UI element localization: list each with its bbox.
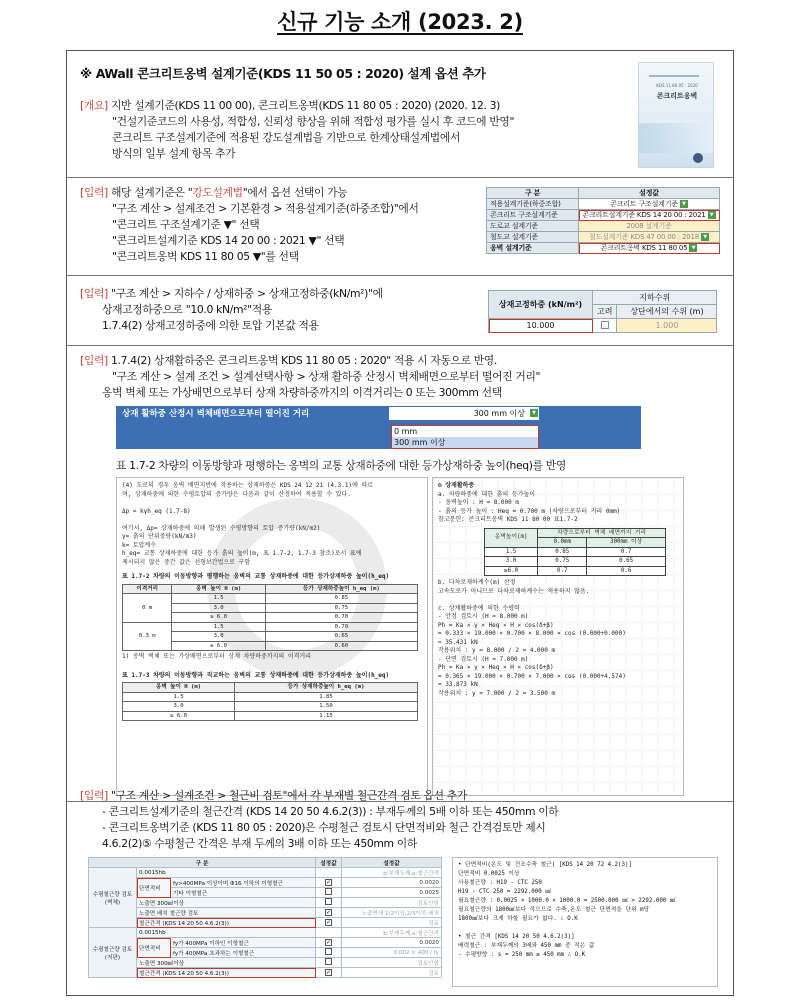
option-checkbox[interactable] xyxy=(325,888,332,895)
col-header: 상단에서의 수위 (m) xyxy=(617,305,717,319)
row-label: 기타 이형철근 xyxy=(171,888,316,898)
calc-line: - 옹벽높이 : H = 8.000 m xyxy=(438,499,519,506)
kds-book-cover-image xyxy=(638,62,714,168)
rebar-spacing-text xyxy=(80,788,558,852)
option-checkbox[interactable]: ✓ xyxy=(326,909,332,916)
calc-line: 단면적비 0.0025 이상 xyxy=(458,871,520,877)
ref-line xyxy=(122,516,422,525)
calc-line: 참고문헌: 콘크리트옹벽 KDS 11 80 00 표1.7-2 xyxy=(438,516,578,523)
group-label: 수평철근량 검토 (벽체) xyxy=(89,868,137,928)
row-value: 검토 xyxy=(342,968,442,978)
calc-line: • 철근 간격 [KDS 14 20 50 4.6.2(3)] xyxy=(458,934,575,940)
calc-line: = 33.873 kN xyxy=(438,681,478,688)
calc-line: b. 다차로재하계수(m) 산정 xyxy=(438,579,516,586)
overview-text xyxy=(80,98,514,162)
calc-line: 고속도로가 아니므로 다차로재하계수는 적용하지 않음. xyxy=(438,587,590,595)
text-span: "구조 계산 > 지하수 / 상재하중 > 상재고정하중(kN/m²)"에 xyxy=(107,287,383,300)
row-label: 노출면 300㎟이상 xyxy=(137,958,316,968)
text-span: "구조 계산 > 설계조건 > 철근비 검토"에서 각 부재별 철근간격 검토 옵션 추가 xyxy=(107,789,467,802)
highlight-text: 강도설계법 xyxy=(192,186,243,199)
text-span: 1.7.4(2) 상재활하중은 콘크리트옹벽 KDS 11 80 05 : 2020" 적용 시 자동으로 반영. xyxy=(107,354,497,367)
row-label: 단면적비 xyxy=(137,878,171,898)
row-value: b:부재두께,a:철근간격 xyxy=(342,868,442,878)
calc-line: = 35.431 kN xyxy=(438,638,478,646)
chevron-down-icon[interactable]: ▼ xyxy=(701,233,709,241)
calc-line: - 흙의 등가 높이 : Heq = 0.700 m (차량으로부터 거리 0mm) xyxy=(438,507,621,515)
calc-heading: ⊙ 상재활하중 xyxy=(438,482,475,489)
calc-line: 필요철근량 : 0.0025 × 1000.0 × 1000.0 = 2500.000 ㎟ > 2292.000 ㎟ xyxy=(458,898,676,904)
calc-line xyxy=(438,596,678,605)
option-checkbox[interactable]: ✓ xyxy=(326,879,332,886)
ref-line: k= 토압계수 xyxy=(122,541,157,549)
chevron-down-icon[interactable]: ▼ xyxy=(689,244,697,252)
calc-line: 사용철근량 : H19 - CTC 250 xyxy=(458,880,542,886)
row-value[interactable]: 0.0020 xyxy=(342,878,442,888)
feature-title: ※ AWall 콘크리트옹벽 설계기준(KDS 11 50 05 : 2020) 설계 옵션 추가 xyxy=(80,66,486,81)
calc-line: • 단면적비(온도 및 건조수축 철근) [KDS 14 20 72 4.2(3)] xyxy=(458,862,633,868)
instruction-line: - 콘크리트설계기준의 철근간격 (KDS 14 20 50 4.6.2(3)) : 부재두께의 5배 이하 또는 450mm 이하 xyxy=(102,805,559,818)
instruction-line: "구조 계산 > 설계조건 > 기본환경 > 적용설계기준(하중조합)"에서 xyxy=(112,202,419,215)
ref-table-caption: 표 1.7-2 차량의 이동방향과 평행하는 옹벽의 교통 상재하중에 대한 등가상재하중 높이(h_eq) xyxy=(122,573,390,580)
text-span: "에서 옵션 선택이 가능 xyxy=(242,186,348,199)
water-depth-input[interactable]: 1.000 xyxy=(617,319,717,333)
design-standard-table xyxy=(486,187,720,254)
instruction-line: - 콘크리트옹벽기준 (KDS 11 80 05 : 2020)은 수평철근 검토시 단면적비와 철근 간격검토만 제시 xyxy=(102,821,546,834)
instruction-line: "콘크리트옹벽 KDS 11 80 05 ▼"를 선택 xyxy=(112,250,299,263)
input-tag: [입력] xyxy=(80,789,108,802)
row-value: 검토안함 xyxy=(342,898,442,908)
calc-line: - 수평방향 : s = 250 mm ≤ 450 mm ∴ O.K xyxy=(458,952,586,958)
text-span: 해당 설계기준은 " xyxy=(107,186,193,199)
chevron-down-icon[interactable]: ▼ xyxy=(530,409,538,417)
overview-tag: [개요] xyxy=(80,99,108,112)
standard-select[interactable]: 콘크리트 구조설계기준 ▼ xyxy=(579,199,720,210)
distance-dropdown-list xyxy=(391,425,539,449)
dropdown-option[interactable]: 300 mm 이상 xyxy=(392,437,538,448)
surcharge-live-text xyxy=(80,353,540,401)
calc-line: - 안정 검토시 (H = 8.000 m) xyxy=(438,613,529,620)
calc-line: = 0.365 × 19.000 × 0.700 × 7.000 × cos (0.000+4.574) xyxy=(438,672,626,680)
col-header: 구 분 xyxy=(487,188,579,199)
col-header: 상재고정하중 (kN/m²) xyxy=(489,291,593,319)
spacing-check-checkbox[interactable]: ✓ xyxy=(326,969,332,976)
rail-bridge-select[interactable]: 철도설계기준 KDS 47 00 00 : 2018 ▼ xyxy=(579,232,720,243)
row-label: fy>400MPa 이상이며 Φ16 이하의 이형철근 xyxy=(171,878,316,888)
input-tag: [입력] xyxy=(80,287,108,300)
dropdown-option[interactable]: 0 mm xyxy=(394,427,418,436)
ref-table-perpendicular: 옹벽 높이 H (m) 등가 상재하중높이 h_eq (m) 1.5 1.85 3.0 1.50 ≥ 6.0 1.15 xyxy=(122,682,418,721)
ref-line: 여기서, Δp= 상재하중에 의해 발생된 수평방향의 토압 증가량(kN/m2) xyxy=(122,524,321,532)
book-title: 콘크리트옹벽 xyxy=(656,92,698,100)
surcharge-dead-text xyxy=(80,286,383,334)
distance-option-bar xyxy=(116,406,641,421)
calc-line: H19 - CTC 250 = 2292.000 ㎟ xyxy=(458,889,552,895)
calc-line: 작용위치 : y = 7.000 / 2 = 3.500 m xyxy=(438,689,556,697)
col-header: 구 분 xyxy=(89,858,316,868)
surcharge-load-input[interactable]: 10.000 xyxy=(489,319,593,333)
calc-line: 1800㎟보다 크게 하할 필요가 없다. ∴ O.K xyxy=(458,916,578,922)
ref-line: h_eq= 교통 상재하중에 대한 등가 흙의 높이(m, 표 1.7-2, 1.7-3 참조)로서 표에 xyxy=(122,550,362,557)
road-bridge-value: 2008 설계기준 xyxy=(579,221,720,232)
row-label: fy가 400MPa 이하인 이형철근 xyxy=(171,938,316,948)
row-label: 옹벽 설계기준 xyxy=(487,243,579,254)
ref-line: 제시되지 않은 중간 값은 선형보간법으로 구함 xyxy=(122,558,251,566)
overview-line: 콘크리트 구조설계기준에 적용된 강도설계법을 기반으로 한계상태설계법에서 xyxy=(112,131,461,144)
ref-line xyxy=(122,499,422,508)
calc-line: a. 차량하중에 대한 흙의 등가높이 xyxy=(438,490,536,498)
row-label: 철도교 설계기준 xyxy=(487,232,579,243)
ref-table-caption: 표 1.7-3 차량의 이동방향과 직교하는 옹벽의 교통 상재하중에 대한 등가상재하중 높이(h_eq) xyxy=(122,671,390,679)
ref-note: 1) 옹벽 벽체 또는 가상배면으로부터 상재 차량하중까지의 이격거리 xyxy=(122,653,312,660)
row-label: fy가 400MPa 초과하는 이형철근 xyxy=(171,948,316,958)
calc-heq-table: 옹벽높이(m) 차량으로부터 벽체 배면까지 거리 0.0mm 300mm 이상 1.5 0.85 0.7 3.0 0.75 0.65 ≥6.0 0.7 0.6 xyxy=(484,528,666,577)
overview-line: 지반 설계기준(KDS 11 00 00), 콘크리트옹벽(KDS 11 80 05 : 2020) (2020. 12. 3) xyxy=(107,99,501,112)
seal-icon xyxy=(693,153,703,163)
distance-option-label: 상재 활하중 산정시 벽체배면으로부터 떨어진 거리 xyxy=(122,409,310,419)
overview-line: 방식의 일부 설계 항목 추가 xyxy=(112,147,236,160)
row-value[interactable]: 0.0020 xyxy=(342,938,442,948)
ref-table-parallel: 이격거리 옹벽 높이 H (m) 등가 상재하중높이 h_eq (m) 0 m 1.5 0.85 3.0 0.75 ≥ 6.0 0.70 0.3 m 1.5 0.70 3.0 0.65 ≥ 6.0 0.60 xyxy=(122,584,418,652)
surcharge-table xyxy=(488,290,717,333)
option-checkbox[interactable] xyxy=(325,958,332,965)
groundwater-checkbox[interactable] xyxy=(601,321,609,329)
dropdown-backdrop xyxy=(116,421,641,449)
instruction-line: 1.7.4(2) 상재고정하중에 의한 토압 기본값 적용 xyxy=(102,319,319,332)
ref-line: 며, 상재하중에 의한 수평토압의 증가량은 다음과 같이 산정하여 적용할 수 있다. xyxy=(122,490,351,498)
instruction-line: "콘크리트설계기준 KDS 14 20 00 : 2021 ▼" 선택 xyxy=(112,234,345,247)
table-caption: 표 1.7-2 차량의 이동방향과 평행하는 옹벽의 교통 상재하중에 대한 등가상재하중 높이(heq)를 반영 xyxy=(116,459,566,472)
calc-line xyxy=(458,924,712,933)
col-header: 설정값 xyxy=(579,188,720,199)
input-tag: [입력] xyxy=(80,354,108,367)
row-label: 단면적비 xyxy=(137,938,171,958)
row-label: 콘크리트 구조설계기준 xyxy=(487,210,579,221)
col-header: 설정값 xyxy=(342,858,442,868)
group-label: 수평철근량 검토 (저판) xyxy=(89,928,137,978)
row-label: 0.0015hb xyxy=(137,868,316,878)
option-checkbox[interactable] xyxy=(325,898,332,905)
calc-line: 작용위치 : y = 8.000 / 2 = 4.000 m xyxy=(438,647,556,654)
overview-line: "건설기준코드의 사용성, 적합성, 신뢰성 향상을 위해 적합성 평가를 실시 후 코드에 반영" xyxy=(112,115,515,128)
calc-line: = 0.333 × 19.000 × 0.700 × 8.000 × cos (0.000+0.000) xyxy=(438,630,626,637)
input-tag: [입력] xyxy=(80,186,108,199)
retaining-wall-standard-select[interactable]: 콘크리트옹벽 KDS 11 80 05 ▼ xyxy=(579,243,720,254)
instruction-line: 4.6.2(2)⑤ 수평철근 간격은 부재 두께의 3배 이하 또는 450mm 이하 xyxy=(102,837,417,850)
instruction-line: "구조 계산 > 설계 조건 > 설계선택사항 > 상재 활하중 산정시 벽체배면으로부터 떨어진 거리" xyxy=(112,370,541,383)
concrete-standard-select[interactable]: 콘크리트설계기준 KDS 14 20 00 : 2021 ▼ xyxy=(579,210,720,221)
design-standard-text xyxy=(80,185,419,265)
ref-line: γ= 흙의 단위중량(kN/m3) xyxy=(122,533,197,540)
col-header: 고려 xyxy=(593,305,617,319)
chevron-down-icon[interactable]: ▼ xyxy=(680,200,688,208)
instruction-line: 옹벽 벽체 또는 가상배면으로부터 상재 차량하중까지의 이격거리는 0 또는 300mm 선택 xyxy=(102,386,502,399)
row-value: b:부재두께,a:철근간격 xyxy=(342,928,442,938)
rebar-calculation-output xyxy=(452,857,718,987)
spacing-check-label: 철근간격 (KDS 14 20 50 4.6.2(3)) xyxy=(137,968,316,978)
ref-line: Δp = kγh_eq (1.7-8) xyxy=(122,507,191,515)
row-value[interactable]: 0.0025 xyxy=(342,888,442,898)
col-header: 설정값 xyxy=(316,858,342,868)
calc-line: Ph = Ka × γ × Heq × H × cos(δ+β) xyxy=(438,664,554,671)
kds-reference-excerpt xyxy=(116,477,428,796)
row-value: 검토 xyxy=(342,918,442,928)
row-label: 적용설계기준(하중조합) xyxy=(487,199,579,210)
option-checkbox[interactable]: ✓ xyxy=(326,939,332,946)
rebar-ratio-config-table xyxy=(88,857,442,978)
chevron-down-icon[interactable]: ▼ xyxy=(708,211,716,219)
spacing-check-label: 철근간격 (KDS 14 20 50 4.6.2(3)) xyxy=(137,918,316,928)
ref-line: (4) 도로의 경우 옹벽 배면지반에 작용하는 상재하중은 KDS 24 12 21 (4.3.1)에 따르 xyxy=(122,482,374,489)
calculation-output xyxy=(432,477,684,796)
instruction-line: 상재고정하중으로 "10.0 kN/m²"적용 xyxy=(102,303,272,316)
book-code: KDS 11 80 05 : 2020 xyxy=(656,83,698,88)
calc-line: - 단면 검토시 (H = 7.000 m) xyxy=(438,655,529,663)
row-label: 노출면 배치 철근량 검토 xyxy=(137,908,316,918)
row-value: 검토안함 xyxy=(342,958,442,968)
row-value: 0.002 × 400 / fy xyxy=(342,948,442,958)
page-title: 신규 기능 소개 (2023. 2) xyxy=(277,10,523,34)
instruction-line: "콘크리트 구조설계기준 ▼" 선택 xyxy=(112,218,260,231)
calc-line: 필요철근량의 1800㎟보다 작으므로 수축,온도 철근 단면적을 단위 m당 xyxy=(458,907,650,913)
row-label: 노출면 300㎟이상 xyxy=(137,898,316,908)
calc-line: 배력철근 : 부재두께의 3배와 450 mm 중 작은 값 xyxy=(458,943,595,949)
calc-line: Ph = Ka × γ × Heq × H × cos(δ+β) xyxy=(438,621,554,629)
spacing-check-checkbox[interactable]: ✓ xyxy=(326,919,332,926)
option-checkbox[interactable] xyxy=(325,948,332,955)
calc-line: c. 상재활하중에 의한 수평력 xyxy=(438,604,520,612)
col-header: 지하수위 xyxy=(593,291,717,305)
distance-select[interactable]: 300 mm 이상 ▼ xyxy=(389,407,539,420)
row-label: 도로교 설계기준 xyxy=(487,221,579,232)
row-label: 0.0015hb xyxy=(137,928,316,938)
row-value: 노출면에 1/2이상,2/3이하 배치 xyxy=(342,908,442,918)
